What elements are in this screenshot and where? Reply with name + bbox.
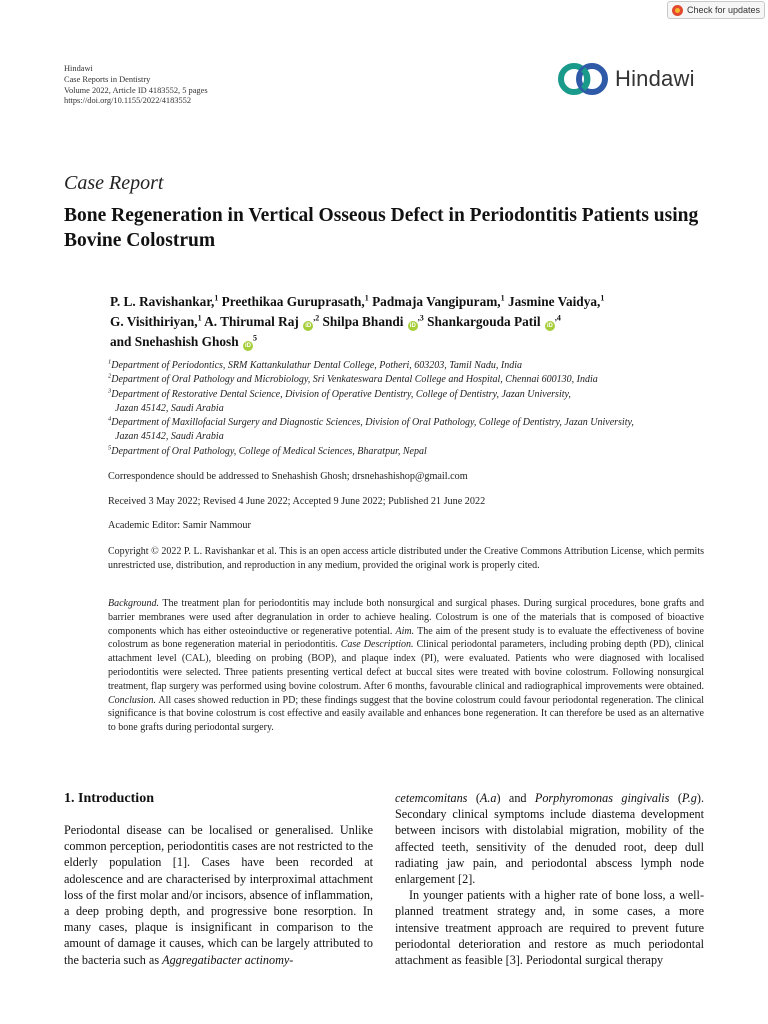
affiliation: $^5$Department of Oral Pathology, College of Medical Sciences, Bharatpur, Nepal [108, 444, 427, 457]
check-for-updates-label: Check for updates [687, 5, 761, 15]
orcid-icon[interactable]: iD [244, 343, 251, 349]
author: Shankargouda Patil $iD^{,4}$ [427, 313, 561, 329]
doi-link[interactable]: https://doi.org/10.1155/2022/4183552 [64, 96, 192, 106]
crossmark-icon [672, 5, 683, 16]
hindawi-logo-icon [557, 62, 609, 96]
logo-wordmark: Hindawi [615, 66, 695, 91]
author: G. Visithiriyan,$^1$ [110, 313, 202, 329]
paragraph: In younger patients with a higher rate of bone loss, a well-planned treatment strategy and, in some cases, a more intensive treatment approach are required to prevent future periodontal deterioration and restore as much periodontal attachment as feasible [3]. Periodontal surgical therapy [395, 888, 704, 968]
article-type: Case Report [64, 172, 164, 194]
publisher-name: Hindawi [64, 64, 93, 73]
journal-header [64, 64, 208, 107]
author: A. Thirumal Raj $iD^{,2}$ [204, 313, 320, 329]
abstract: Background. The treatment plan for periodontitis may include both nonsurgical and surgical phases. During surgical procedures, bone grafts and barrier membranes were used after degranulation in order to achieve healing. Colostrum is one of the materials that is composed of bioactive components which has either osteoinductive or regenerative potential. Aim. The aim of the present study is to evaluate the effectiveness of bovine colostrum as bone regeneration material in periodontitis. Case Description. Clinical periodontal parameters, including probing depth (PD), clinical attachment level (CAL), bleeding on probing (BOP), and plaque index (PI), were evaluated. Patients who were diagnosed with localised periodontitis were selected. Three patients presenting vertical defect at buccal sites were treated with bovine colostrum. Following nonsurgical treatment, flap surgery was performed using bovine colostrum. After 6 months, favourable clinical and radiographical improvements were obtained. Conclusion. All cases showed reduction in PD; these findings suggest that the bovine colostrum could favour periodontal regeneration. The clinical significance is that bovine colostrum is cost effective and easily available and enhances bone regeneration. It can therefore be used as an alternative to bone grafts during periodontal surgery. [108, 598, 705, 734]
orcid-icon[interactable]: iD [546, 323, 553, 329]
copyright-notice: Copyright © 2022 P. L. Ravishankar et al. This is an open access article distributed under the Creative Commons Attribution License, which permits unrestricted use, distribution, and reproduction in any medium, provided the original work is properly cited. [108, 546, 704, 571]
hindawi-logo [557, 62, 695, 96]
affiliation: $^3$Department of Restorative Dental Science, Division of Operative Dentistry, College of Dentistry, Jazan University, Jazan 45142, Saudi Arabia [108, 387, 571, 414]
author: and Snehashish Ghosh $iD^5$ [110, 333, 257, 349]
body-column-left [64, 822, 373, 968]
check-for-updates-button[interactable] [667, 1, 765, 19]
publication-dates: Received 3 May 2022; Revised 4 June 2022; Accepted 9 June 2022; Published 21 June 2022 [108, 496, 486, 507]
affiliations [108, 359, 718, 459]
author: P. L. Ravishankar,$^1$ [110, 293, 219, 309]
affiliation: $^2$Department of Oral Pathology and Microbiology, Sri Venkateswara Dental College and Hospital, Chennai 600130, India [108, 372, 598, 386]
orcid-icon[interactable]: iD [305, 323, 312, 329]
orcid-icon[interactable]: iD [409, 323, 416, 329]
paragraph: Periodontal disease can be localised or generalised. Unlike common perception, periodontitis cases are not restricted to the elderly population [1]. Cases have been recorded at adolescence and are characterised by interproximal attachment loss of the first molar and/or incisors, absence of inflammation, a deep probing depth, and progressive bone resorption. In many cases, plaque is insignificant in comparison to the amount of damage it causes, which can be largely attributed to the bacteria such as Aggregatibacter actinomy- [64, 823, 374, 967]
academic-editor: Academic Editor: Samir Nammour [108, 520, 251, 531]
author: Padmaja Vangipuram,$^1$ [372, 293, 505, 309]
author: Preethikaa Guruprasath,$^1$ [221, 293, 369, 309]
section-heading: 1. Introduction [64, 791, 154, 806]
affiliation: $^1$Department of Periodontics, SRM Kattankulathur Dental College, Potheri, 603203, Tamil Nadu, India [108, 358, 522, 371]
affiliation: $^4$Department of Maxillofacial Surgery and Diagnostic Sciences, Division of Oral Pathology, College of Dentistry, Jazan University, Jazan 45142, Saudi Arabia [108, 415, 634, 443]
author: Jasmine Vaidya,$^1$ [507, 293, 605, 309]
author: Shilpa Bhandi $iD^{,3}$ [322, 313, 424, 329]
author-list [110, 292, 710, 352]
correspondence: Correspondence should be addressed to Snehashish Ghosh; drsnehashishop@gmail.com [108, 471, 468, 482]
journal-name: Case Reports in Dentistry [64, 74, 151, 84]
paper-title: Bone Regeneration in Vertical Osseous Defect in Periodontitis Patients using Bovine Colostrum [64, 205, 699, 251]
volume-info: Volume 2022, Article ID 4183552, 5 pages [64, 85, 208, 95]
body-column-right [395, 790, 704, 968]
paragraph: cetemcomitans (A.a) and Porphyromonas gingivalis (P.g). Secondary clinical symptoms include diastema development between incisors with distolabial migration, mobility of the affected teeth, sensitivity of the denuded root, deep dull radiating jaw pain, and periodontal abscess lymph node enlargement [2]. [395, 791, 704, 887]
